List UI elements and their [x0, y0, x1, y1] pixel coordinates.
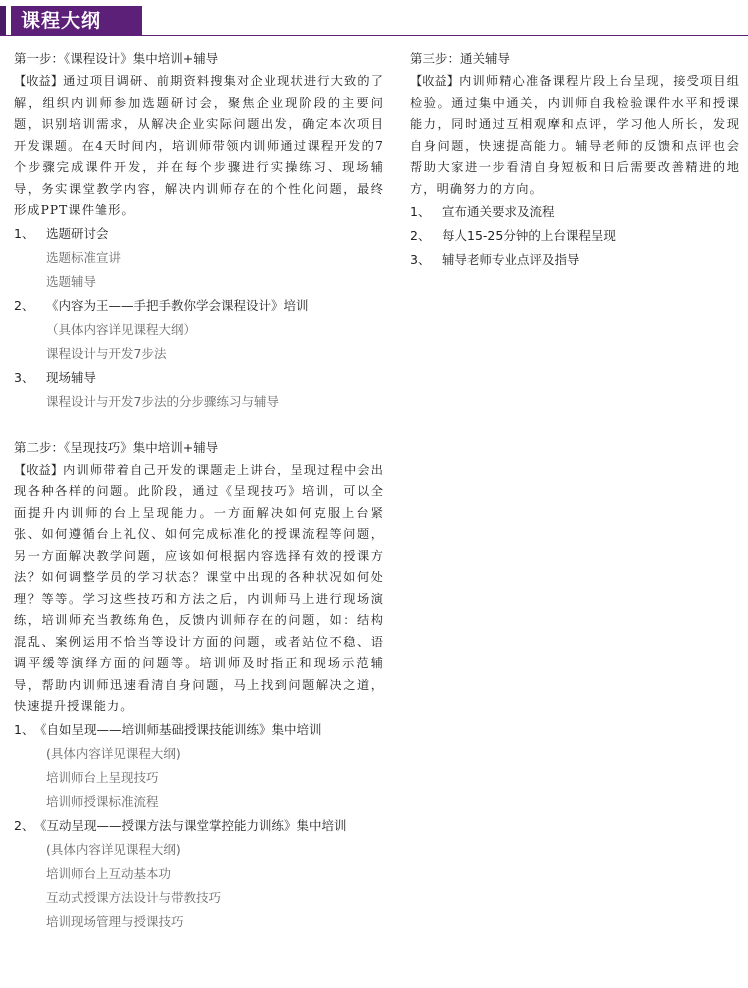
step2-benefit-text: 内训师带着自己开发的课题走上讲台，呈现过程中会出现各种各样的问题。此阶段，通过《呈现技巧》培训，可以全面提升内训师的台上呈现能力。一方面解决如何克服上台紧张、如何遵循台上礼仪、如何完成标准化的授课流程等问题，另一方面解决教学问题，应该如何根据内容选择有效的授课方法？如何调整学员的学习状态？课堂中出现的各种状况如何处理？等等。学习这些技巧和方法之后，内训师马上进行现场演练，培训师充当教练角色，反馈内训师存在的问题，如：结构混乱、案例运用不恰当等设计方面的问题，或者站位不稳、语调平缓等演绎方面的问题等。培训师及时指正和现场示范辅导，帮助内训师迅速看清自身问题，马上找到问题解决之道，快速提升授课能力。 [14, 462, 385, 713]
step2-item-1-sub-3: 培训师授课标准流程 [46, 793, 159, 809]
item-number: 1、 [410, 204, 431, 219]
section-gap [14, 414, 384, 436]
step3-item-2 [410, 224, 740, 248]
step1-benefit-text: 通过项目调研、前期资料搜集对企业现状进行大致的了解，组织内训师参加选题研讨会，聚焦企业现阶段的主要问题，识别培训需求，从解决企业实际问题出发，确定本次项目开发课题。在4天时间内，培训师带领内训师通过课程开发的7个步骤完成课件开发，并在每个步骤进行实操练习、现场辅导，务实课堂教学内容，解决内训师存在的个性化问题，最终形成PPT课件雏形。 [14, 74, 385, 217]
step3-item-1 [410, 200, 740, 224]
step2-item-2-sub-2: 培训师台上互动基本功 [46, 865, 172, 881]
left-column [14, 47, 384, 934]
step2-benefit [14, 460, 384, 718]
item-label: 辅导老师专业点评及指导 [442, 252, 580, 267]
item-number: 2、 [410, 228, 431, 243]
page-header [0, 6, 748, 36]
step2-item-1-sub-2: 培训师台上呈现技巧 [46, 769, 159, 785]
step2-title: 第二步：《呈现技巧》集中培训+辅导 [14, 439, 219, 455]
step2-benefit-tag: 【收益】 [14, 462, 64, 477]
step3-benefit-tag: 【收益】 [410, 74, 460, 88]
step3-section [410, 47, 740, 272]
step2-item-2-sub-4: 培训现场管理与授课技巧 [46, 913, 184, 929]
item-label: 每人15-25分钟的上台课程呈现 [442, 228, 616, 243]
item-label: 《自如呈现——培训师基础授课技能训练》集中培训 [34, 721, 322, 737]
header-accent-bar [0, 6, 6, 36]
item-number: 3、 [410, 252, 431, 267]
step3-item-3 [410, 248, 740, 272]
step3-benefit-text: 内训师精心准备课程片段上台呈现，接受项目组检验。通过集中通关，内训师自我检验课件水平和授课能力，同时通过互相观摩和点评，学习他人所长，发现自身问题，快速提高能力。辅导老师的反馈和点评也会帮助大家进一步看清自身短板和日后需要改善精进的地方，明确努力的方向。 [410, 74, 740, 196]
step1-title: 第一步：《课程设计》集中培训+辅导 [14, 51, 219, 66]
step1-item-2 [14, 294, 384, 318]
item-label: 宣布通关要求及流程 [442, 204, 555, 219]
step1-section [14, 47, 384, 414]
step2-item-1-sub-1: (具体内容详见课程大纲) [46, 745, 181, 761]
item-label: 《内容为王——手把手教你学会课程设计》培训 [46, 297, 309, 313]
step3-benefit [410, 71, 740, 200]
item-number: 3、 [14, 369, 35, 385]
step1-item-2-sub-1: （具体内容详见课程大纲） [46, 321, 197, 337]
step1-item-3-sub-1: 课程设计与开发7步法的分步骤练习与辅导 [46, 393, 279, 409]
step1-item-3 [14, 366, 384, 390]
step2-item-2-sub-3: 互动式授课方法设计与带教技巧 [46, 889, 222, 905]
item-number: 2、 [14, 297, 35, 313]
step2-item-1 [14, 718, 384, 742]
step1-benefit-tag: 【收益】 [14, 74, 64, 88]
item-number: 1、 [14, 721, 35, 737]
page-title: 课程大纲 [11, 6, 142, 36]
item-label: 现场辅导 [46, 369, 97, 385]
step2-section [14, 436, 384, 934]
step1-item-2-sub-2: 课程设计与开发7步法 [46, 345, 167, 361]
step3-title: 第三步：通关辅导 [410, 51, 511, 66]
header-divider [0, 35, 748, 36]
item-number: 1、 [14, 225, 35, 241]
item-number: 2、 [14, 817, 35, 833]
step2-item-2-sub-1: (具体内容详见课程大纲) [46, 841, 181, 857]
step2-item-2 [14, 814, 384, 838]
item-label: 《互动呈现——授课方法与课堂掌控能力训练》集中培训 [34, 817, 347, 833]
item-label: 选题研讨会 [46, 225, 109, 241]
step1-item-1 [14, 222, 384, 246]
right-column [410, 47, 740, 272]
step1-item-1-sub-1: 选题标准宣讲 [46, 249, 122, 265]
step1-item-1-sub-2: 选题辅导 [46, 273, 97, 289]
step1-benefit [14, 71, 384, 222]
